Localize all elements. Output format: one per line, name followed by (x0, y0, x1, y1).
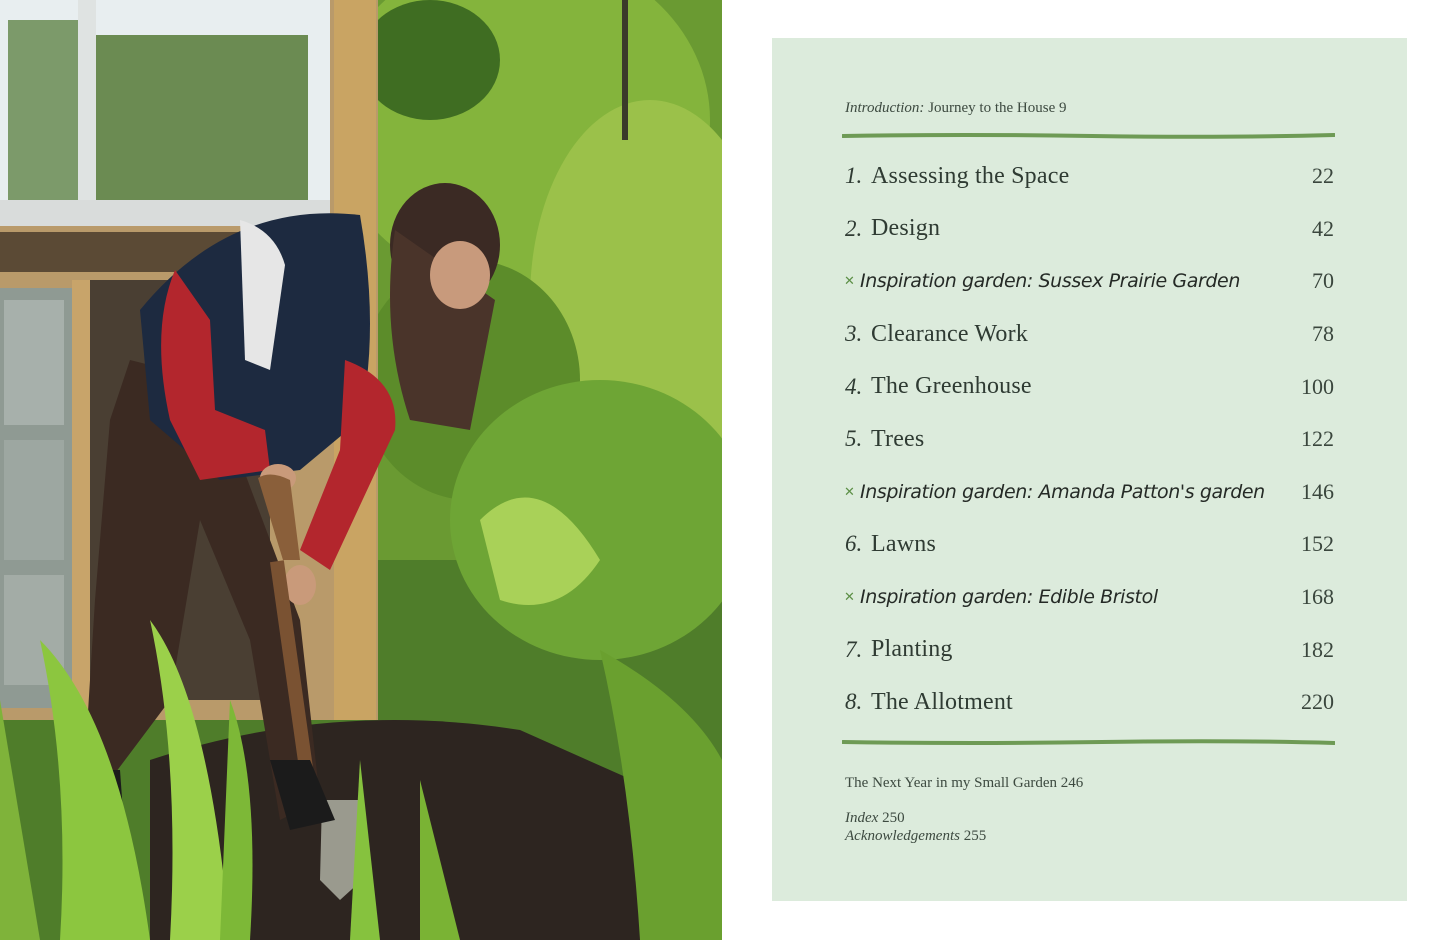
toc-entry-3[interactable] (845, 308, 1334, 361)
toc-entry-title: Inspiration garden: Sussex Prairie Garden (860, 270, 1240, 293)
toc-entry-page: 122 (1301, 426, 1334, 452)
bottom-divider (842, 739, 1335, 747)
toc-entry-number: 8. (845, 689, 863, 715)
toc-entry-title: Trees (871, 425, 925, 452)
index-title: Index (845, 810, 879, 826)
cross-stitch-icon: ✕ (844, 273, 855, 289)
toc-entry-page: 100 (1301, 373, 1334, 399)
index-page: 250 (882, 810, 905, 826)
toc-entry-number: 2. (845, 215, 863, 241)
toc-entry-inspiration-amanda[interactable] (845, 466, 1334, 519)
cross-stitch-icon: ✕ (844, 589, 855, 605)
toc-entry-page: 152 (1301, 531, 1334, 557)
toc-entry-title: The Allotment (871, 688, 1013, 715)
toc-entry-title: Clearance Work (871, 320, 1029, 347)
intro-line[interactable] (845, 100, 1067, 117)
acknowledgements-page: 255 (963, 828, 987, 844)
toc-entry-1[interactable] (845, 150, 1334, 203)
toc-entry-page: 78 (1312, 321, 1334, 347)
index-entry[interactable] (845, 810, 905, 827)
gardener-digging-photo-icon (0, 0, 722, 940)
toc-entry-number: 5. (845, 426, 863, 452)
toc-entry-title: Lawns (871, 530, 936, 557)
acknowledgements-entry[interactable] (845, 828, 986, 845)
toc-entry-inspiration-sussex[interactable] (845, 255, 1334, 308)
toc-entry-page: 182 (1301, 636, 1334, 662)
toc-entry-8[interactable] (845, 676, 1334, 729)
toc-entry-page: 22 (1312, 163, 1334, 189)
contents-panel (772, 38, 1407, 901)
toc-entry-page: 146 (1301, 478, 1334, 504)
toc-entry-inspiration-edible-bristol[interactable] (845, 571, 1334, 624)
next-year-title: The Next Year in my Small Garden (845, 775, 1058, 791)
toc-entry-page: 220 (1301, 689, 1334, 715)
toc-entry-title: Inspiration garden: Edible Bristol (860, 586, 1158, 609)
toc-entry-page: 42 (1312, 215, 1334, 241)
toc-entry-7[interactable] (845, 623, 1334, 676)
toc-entry-2[interactable] (845, 203, 1334, 256)
next-year-page: 246 (1060, 775, 1084, 791)
intro-label: Introduction: (845, 100, 925, 116)
toc-entry-number: 3. (845, 321, 863, 347)
toc-entry-number: 1. (845, 163, 863, 189)
toc-entry-title: Assessing the Space (871, 162, 1070, 189)
toc-entry-number: 7. (845, 636, 863, 662)
intro-title: Journey to the House (928, 100, 1056, 116)
toc-entry-4[interactable] (845, 360, 1334, 413)
gardener-photo (0, 0, 722, 940)
cross-stitch-icon: ✕ (844, 483, 855, 499)
toc-entry-title: Planting (871, 636, 953, 663)
next-year-entry[interactable] (845, 775, 1083, 792)
top-divider (842, 132, 1335, 140)
toc-entry-page: 70 (1312, 268, 1334, 294)
toc-entry-number: 4. (845, 373, 863, 399)
toc-entry-number: 6. (845, 531, 863, 557)
toc-entry-title: Inspiration garden: Amanda Patton's garden (860, 480, 1265, 503)
toc-entry-title: The Greenhouse (871, 373, 1032, 400)
toc-entry-6[interactable] (845, 518, 1334, 571)
toc-list (845, 150, 1334, 729)
intro-page: 9 (1059, 100, 1067, 116)
acknowledgements-title: Acknowledgements (845, 828, 960, 844)
toc-entry-page: 168 (1301, 584, 1334, 610)
toc-entry-5[interactable] (845, 413, 1334, 466)
toc-entry-title: Design (871, 215, 941, 242)
